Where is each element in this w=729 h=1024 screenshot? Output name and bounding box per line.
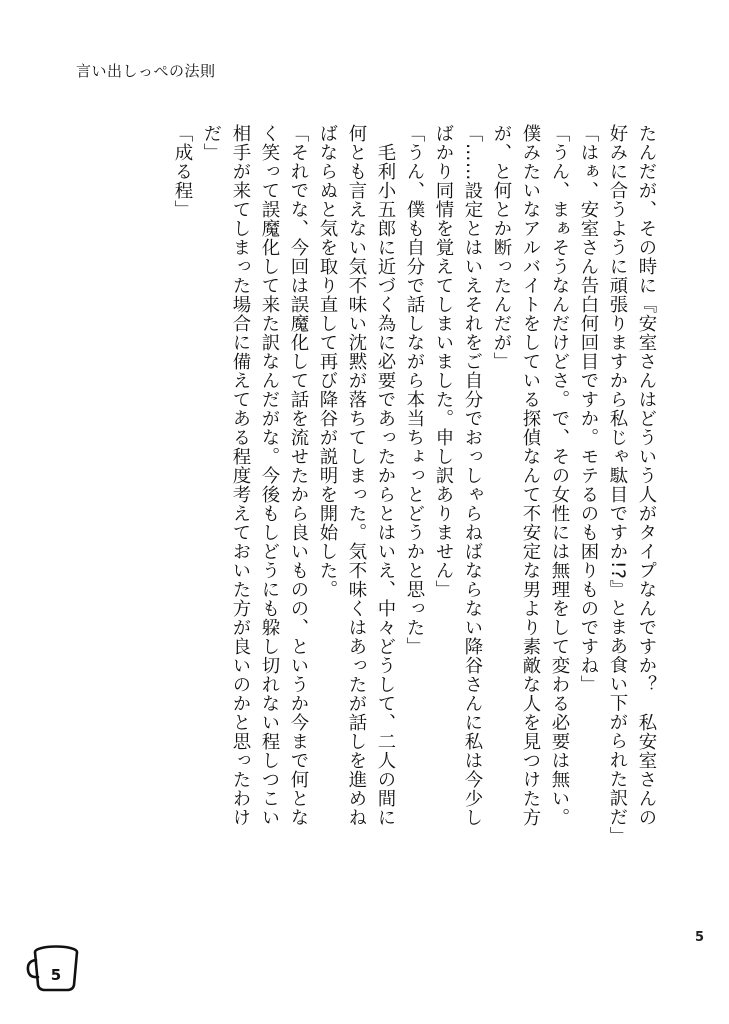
text-line: 「はぁ、安室さん告白何回目ですか。モテるのも困りものですね」 bbox=[578, 124, 599, 694]
text-line: 毛利小五郎に近づく為に必要であったからとはいえ、中々どうして、二人の間に bbox=[375, 124, 396, 827]
text-line: だ」 bbox=[201, 124, 222, 162]
page-number: 5 bbox=[695, 930, 705, 945]
text-line: 「成る程」 bbox=[172, 124, 193, 219]
text-line: 「……設定とはいえそれをご自分でおっしゃらねばならない降谷さんに私は今少し bbox=[462, 124, 483, 827]
text-line: 「うん、僕も自分で話しながら本当ちょっとどうかと思った」 bbox=[404, 124, 425, 656]
text-line: 僕みたいなアルバイトをしている探偵なんて不安定な男より素敵な人を見つけた方 bbox=[520, 124, 541, 827]
text-line: が、と何とか断ったんだが」 bbox=[491, 124, 512, 371]
text-line: 何とも言えない気不味い沈黙が落ちてしまった。気不味くはあったが話しを進めね bbox=[346, 124, 367, 827]
text-line: 「うん、まぁそうなんだけどさ。で、その女性には無理をして変わる必要は無い。 bbox=[549, 124, 570, 827]
page-title: 言い出しっぺの法則 bbox=[76, 62, 216, 80]
text-line: 「それでな、今回は誤魔化して話を流せたから良いものの、というか今まで何とな bbox=[288, 124, 309, 827]
text-line: 好みに合うように頑張りますから私じゃ駄目ですか!?』とまあ食い下がられた訳だ」 bbox=[607, 124, 628, 846]
text-line: 相手が来てしまった場合に備えてある程度考えておいた方が良いのかと思ったわけ bbox=[230, 124, 251, 827]
text-line: ばかり同情を覚えてしまいました。申し訳ありません」 bbox=[433, 124, 454, 599]
text-line: ばならぬと気を取り直して再び降谷が説明を開始した。 bbox=[317, 124, 338, 599]
vertical-body-text bbox=[61, 124, 661, 964]
coffee-mug-icon bbox=[26, 942, 84, 994]
text-line: く笑って誤魔化して来た訳なんだがな。今後もしどうにも躱し切れない程しつこい bbox=[259, 124, 280, 827]
mug-label: 5 bbox=[50, 966, 62, 984]
text-line: たんだが、その時に『安室さんはどういう人がタイプなんですか？ 私安室さんの bbox=[636, 124, 657, 827]
